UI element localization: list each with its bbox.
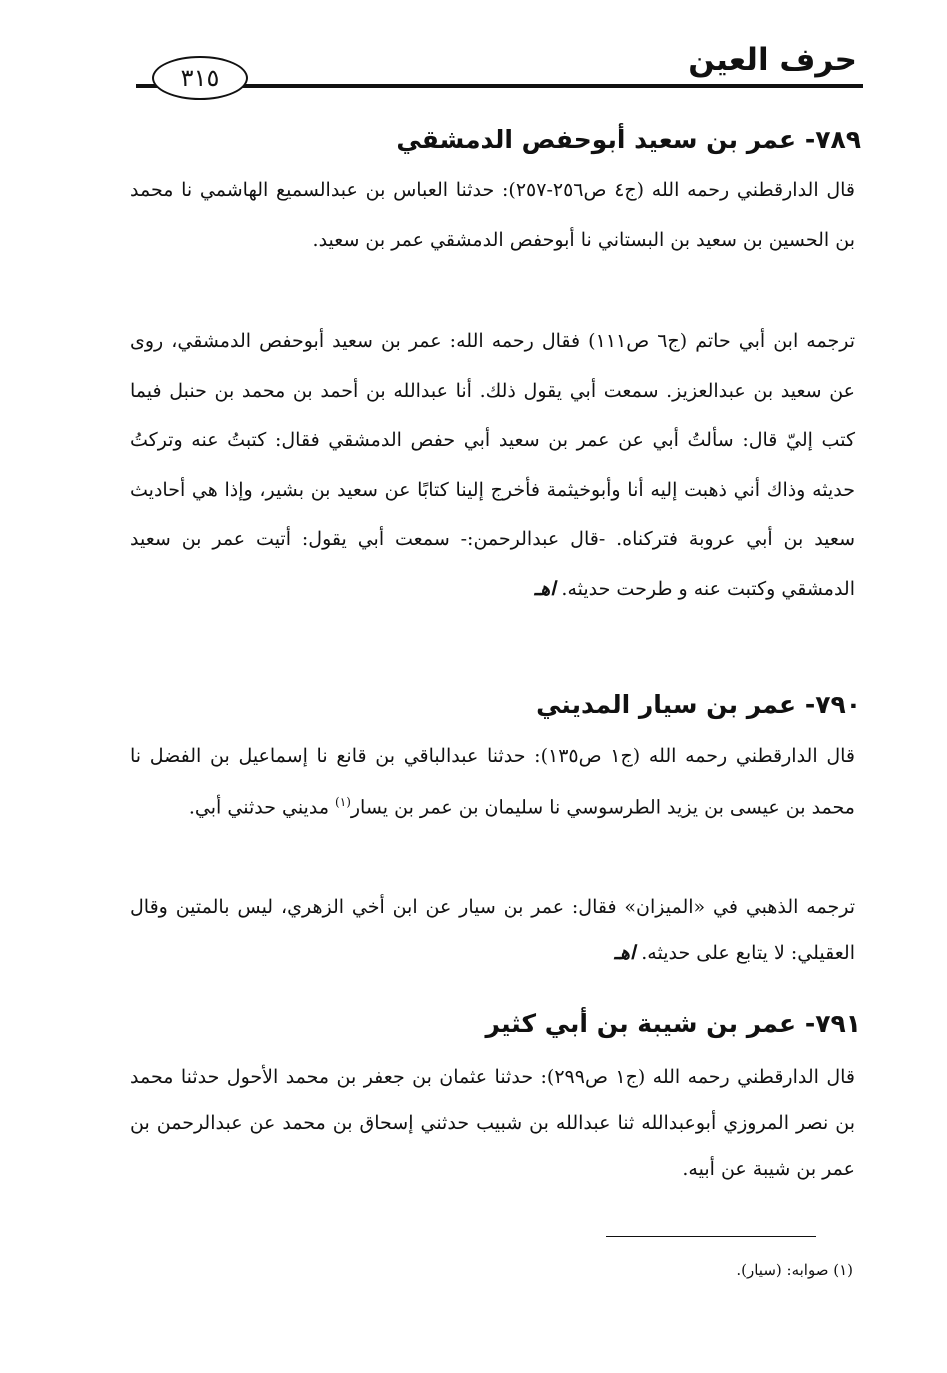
entry-790-paragraph-2 bbox=[130, 884, 855, 976]
entry-789-paragraph-1: قال الدارقطني رحمه الله (ج٤ ص٢٥٦-٢٥٧): حدثنا العباس بن عبدالسميع الهاشمي نا محمد بن الحسين بن سعيد بن البستاني نا أبوحفص الدمشقي عمر بن سعيد. bbox=[130, 179, 856, 251]
entry-790-paragraph-2-text: ترجمه الذهبي في «الميزان» فقال: عمر بن سيار عن ابن أخي الزهري، ليس بالمتين وقال العقيلي: لا يتابع على حديثه. bbox=[130, 896, 855, 964]
entry-790-paragraph-1 bbox=[130, 733, 855, 830]
page-header-title: حرف العين bbox=[688, 42, 857, 78]
page-number: ٣١٥ bbox=[152, 56, 248, 100]
entry-791-paragraph-1: قال الدارقطني رحمه الله (ج١ ص٢٩٩): حدثنا عثمان بن جعفر بن محمد الأحول حدثنا محمد بن نصر المروزي أبوعبدالله ثنا عبدالله بن شبيب حدثني إسحاق بن محمد عن عبدالرحمن بن عمر بن شيبة عن أبيه. bbox=[130, 1066, 855, 1180]
entry-heading-791: ٧٩١- عمر بن شيبة بن أبي كثير bbox=[485, 1009, 861, 1038]
footnote: (١) صوابه: (سيار). bbox=[736, 1261, 853, 1279]
entry-790-paragraph-1-text: قال الدارقطني رحمه الله (ج١ ص١٣٥): حدثنا عبدالباقي بن قانع نا إسماعيل بن الفضل نا محمد بن عيسى بن يزيد الطرسوسي نا سليمان بن عمر بن يسار bbox=[130, 745, 855, 819]
footnote-reference-mark: (١) bbox=[335, 795, 351, 809]
entry-heading-789: ٧٨٩- عمر بن سعيد أبوحفص الدمشقي bbox=[396, 125, 861, 154]
entry-heading-790: ٧٩٠- عمر بن سيار المديني bbox=[536, 690, 861, 719]
footnote-rule bbox=[606, 1236, 816, 1237]
entry-789-paragraph-2-text: ترجمه ابن أبي حاتم (ج٦ ص١١١) فقال رحمه الله: عمر بن سعيد أبوحفص الدمشقي، روى عن سعيد بن عبدالعزيز. سمعت أبي يقول ذلك. أنا عبدالله بن أحمد بن محمد بن حنبل فيما كتب إليّ قال: سألتُ أبي عن عمر بن سعيد أبي حفص الدمشقي فقال: كتبتُ عنه وتركتُ حديثه وذاك أني ذهبت إليه أنا وأبوخيثمة فأخرج إلينا كتابًا عن سعيد بن بشير، وإذا هي أحاديث سعيد بن أبي عروبة فتركناه. -قال عبدالرحمن:- سمعت أبي يقول: أتيت عمر بن سعيد الدمشقي وكتبت عنه و طرحت حديثه. bbox=[130, 330, 855, 600]
entry-789-end-mark: اهـ bbox=[534, 577, 556, 600]
entry-790-end-mark: اهـ bbox=[614, 942, 636, 964]
entry-789-paragraph-2 bbox=[130, 317, 855, 614]
entry-790-paragraph-1-tail: مديني حدثني أبي. bbox=[188, 796, 329, 819]
